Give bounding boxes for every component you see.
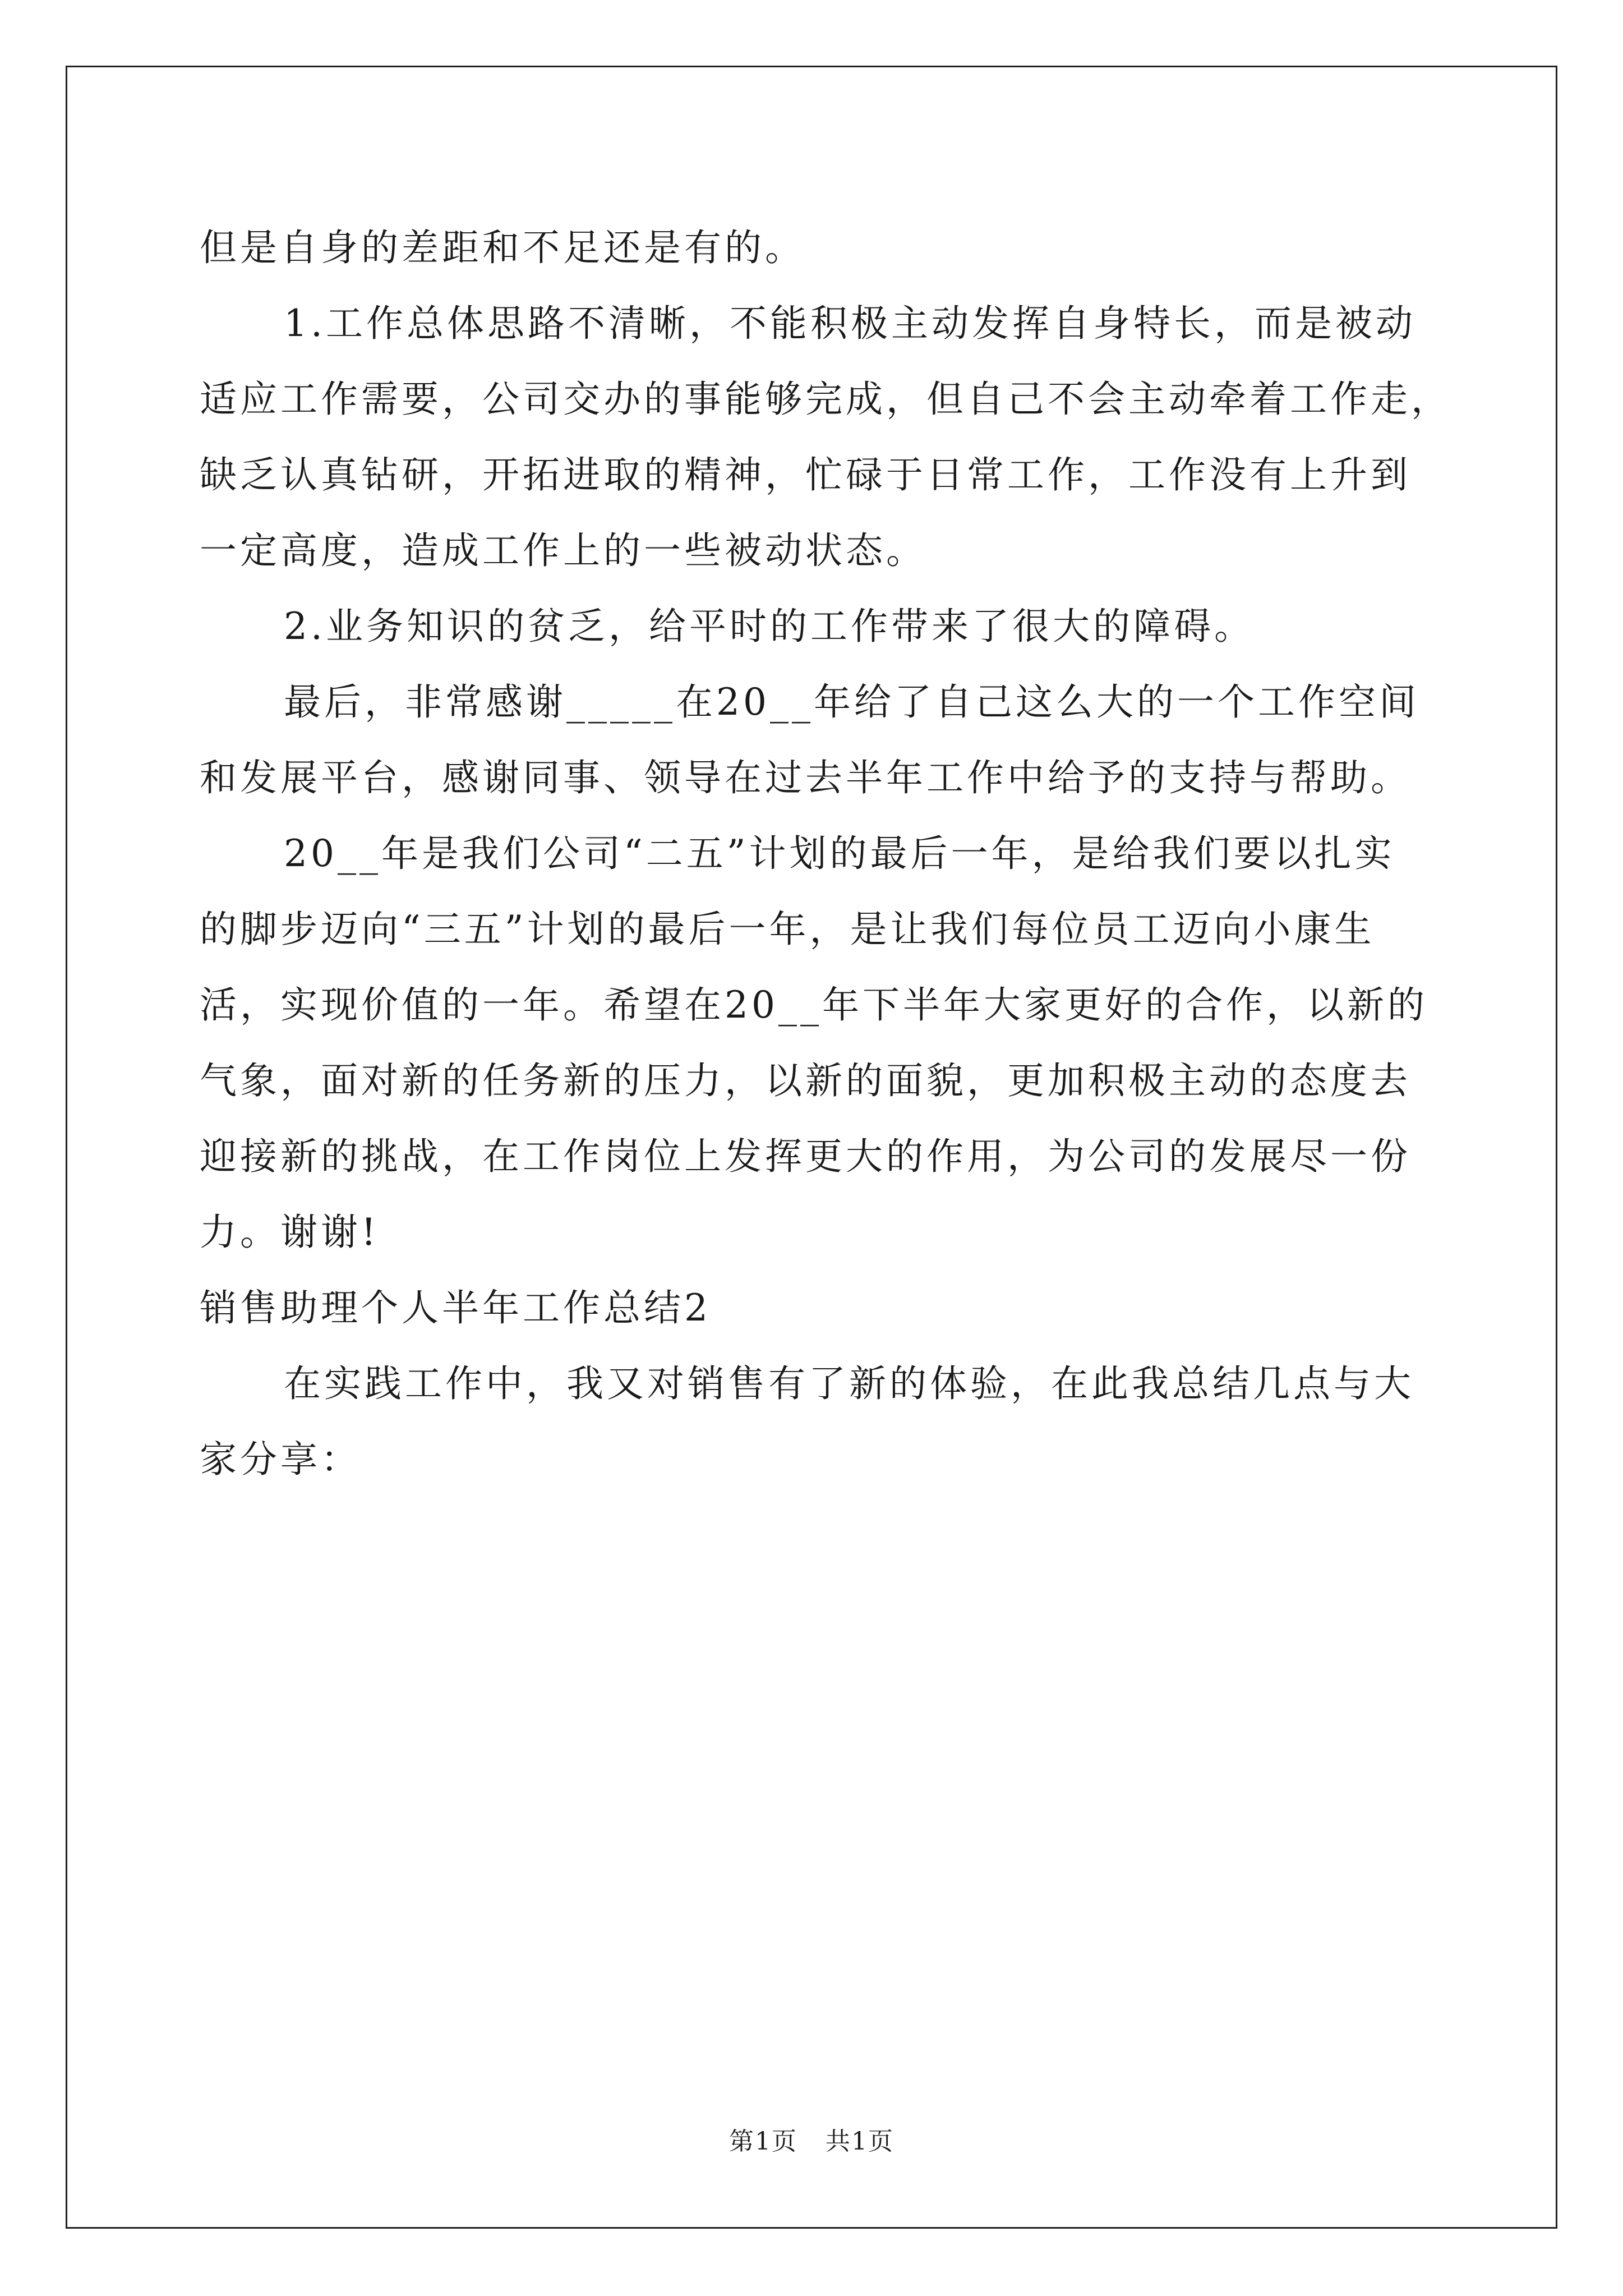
list-item-1-line: 1.工作总体思路不清晰，不能积极主动发挥自身特长，而是被动 — [284, 302, 1416, 345]
paragraph-line: 在实践工作中，我又对销售有了新的体验，在此我总结几点与大 — [284, 1362, 1414, 1405]
body-line: 活，实现价值的一年。希望在20__年下半年大家更好的合作，以新的 — [200, 983, 1428, 1027]
paragraph-line: 最后，非常感谢_____在20__年给了自己这么大的一个工作空间 — [284, 680, 1419, 724]
body-line: 一定高度，造成工作上的一些被动状态。 — [200, 529, 926, 572]
list-item-2-line: 2.业务知识的贫乏，给平时的工作带来了很大的障碍。 — [284, 605, 1255, 648]
body-line: 气象，面对新的任务新的压力，以新的面貌，更加积极主动的态度去 — [200, 1059, 1411, 1102]
body-line: 力。谢谢! — [200, 1211, 380, 1254]
body-line: 迎接新的挑战，在工作岗位上发挥更大的作用，为公司的发展尽一份 — [200, 1135, 1411, 1178]
body-line: 家分享： — [200, 1438, 361, 1481]
section-heading: 销售助理个人半年工作总结2 — [200, 1286, 711, 1329]
body-line: 缺乏认真钻研，开拓进取的精神，忙碌于日常工作，工作没有上升到 — [200, 453, 1411, 496]
page-footer — [0, 2125, 1623, 2159]
body-line: 和发展平台，感谢同事、领导在过去半年工作中给予的支持与帮助。 — [200, 756, 1411, 799]
body-line: 但是自身的差距和不足还是有的。 — [200, 226, 805, 269]
body-line: 的脚步迈向“三五”计划的最后一年，是让我们每位员工迈向小康生 — [200, 908, 1375, 951]
page-total: 共1页 — [826, 2127, 894, 2156]
paragraph-line: 20__年是我们公司“二五”计划的最后一年，是给我们要以扎实 — [284, 832, 1395, 875]
page-number: 第1页 — [729, 2127, 797, 2156]
body-line: 适应工作需要，公司交办的事能够完成，但自己不会主动牵着工作走， — [200, 378, 1451, 421]
